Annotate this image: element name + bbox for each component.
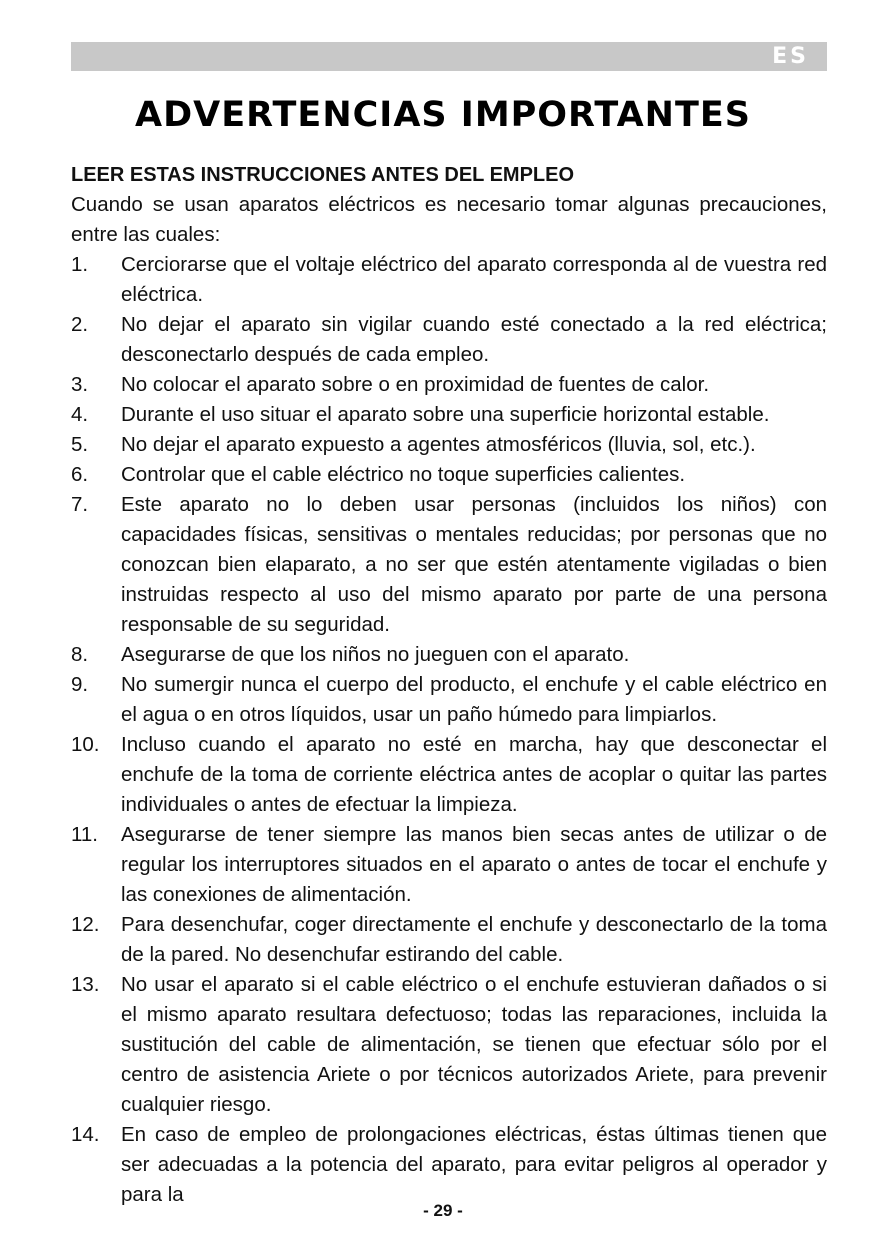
item-text: Incluso cuando el aparato no esté en marcha, hay que desconectar el enchufe de la toma de corriente eléctrica antes de acoplar o quitar las partes individuales o antes de efectuar la limpieza.	[121, 733, 827, 816]
item-text: No dejar el aparato expuesto a agentes atmosféricos (lluvia, sol, etc.).	[121, 433, 756, 456]
section-subheading: LEER ESTAS INSTRUCCIONES ANTES DEL EMPLEO	[71, 164, 575, 186]
list-item	[71, 460, 827, 490]
item-text: Cerciorarse que el voltaje eléctrico del aparato corresponda al de vuestra red eléctrica.	[121, 253, 827, 306]
item-number: 3.	[71, 373, 89, 396]
item-number: 11.	[71, 823, 98, 846]
item-number: 10.	[71, 733, 100, 756]
item-text: Durante el uso situar el aparato sobre una superficie horizontal estable.	[121, 403, 770, 426]
list-item	[71, 970, 827, 1120]
item-number: 8.	[71, 643, 89, 666]
item-text: Asegurarse de tener siempre las manos bien secas antes de utilizar o de regular los interruptores situados en el aparato o antes de tocar el enchufe y las conexiones de alimentación.	[121, 823, 827, 906]
warnings-list	[71, 250, 827, 1210]
item-number: 13.	[71, 973, 100, 996]
list-item	[71, 730, 827, 820]
item-number: 5.	[71, 433, 89, 456]
item-text: No colocar el aparato sobre o en proximidad de fuentes de calor.	[121, 373, 710, 396]
list-item	[71, 430, 827, 460]
intro-paragraph: Cuando se usan aparatos eléctricos es necesario tomar algunas precauciones, entre las cuales:	[71, 193, 827, 246]
list-item	[71, 820, 827, 910]
list-item	[71, 1120, 827, 1210]
list-item	[71, 370, 827, 400]
item-number: 4.	[71, 403, 89, 426]
item-text: Asegurarse de que los niños no jueguen con el aparato.	[121, 643, 630, 666]
item-number: 7.	[71, 493, 89, 516]
page-number: - 29 -	[423, 1201, 463, 1220]
item-number: 14.	[71, 1123, 100, 1146]
list-item	[71, 310, 827, 370]
item-number: 2.	[71, 313, 89, 336]
item-text: Para desenchufar, coger directamente el enchufe y desconectarlo de la toma de la pared. No desenchufar estirando del cable.	[121, 913, 827, 966]
main-content	[71, 160, 827, 1210]
list-item	[71, 640, 827, 670]
page-title: ADVERTENCIAS IMPORTANTES	[135, 95, 751, 135]
list-item	[71, 670, 827, 730]
item-text: Este aparato no lo deben usar personas (incluidos los niños) con capacidades físicas, sensitivas o mentales reducidas; por personas que no conozcan bien elaparato, a no ser que estén atentamente vigiladas o bien instruidas respecto al uso del mismo aparato por parte de una persona responsable de su seguridad.	[121, 493, 827, 636]
list-item	[71, 910, 827, 970]
item-text: En caso de empleo de prolongaciones eléctricas, éstas últimas tienen que ser adecuadas a la potencia del aparato, para evitar peligros al operador y para la	[121, 1123, 827, 1206]
list-item	[71, 250, 827, 310]
item-text: No usar el aparato si el cable eléctrico o el enchufe estuvieran dañados o si el mismo aparato resultara defectuoso; todas las reparaciones, incluida la sustitución del cable de alimentación, se tienen que efectuar sólo por el centro de asistencia Ariete o por técnicos autorizados Ariete, para prevenir cualquier riesgo.	[121, 973, 827, 1116]
list-item	[71, 490, 827, 640]
item-number: 12.	[71, 913, 100, 936]
language-code: ES	[772, 44, 809, 69]
item-text: No dejar el aparato sin vigilar cuando esté conectado a la red eléctrica; desconectarlo después de cada empleo.	[121, 313, 827, 366]
item-number: 6.	[71, 463, 89, 486]
language-bar	[71, 42, 827, 71]
item-number: 1.	[71, 253, 89, 276]
list-item	[71, 400, 827, 430]
item-text: Controlar que el cable eléctrico no toque superficies calientes.	[121, 463, 686, 486]
item-number: 9.	[71, 673, 89, 696]
item-text: No sumergir nunca el cuerpo del producto, el enchufe y el cable eléctrico en el agua o en otros líquidos, usar un paño húmedo para limpiarlos.	[121, 673, 827, 726]
